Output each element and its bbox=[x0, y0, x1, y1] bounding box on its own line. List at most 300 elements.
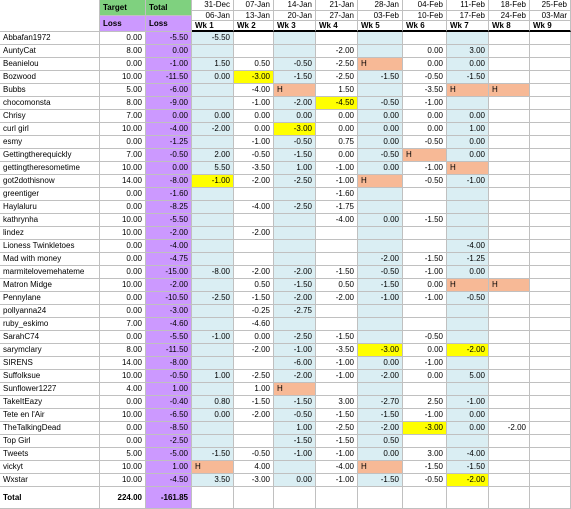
week-value-cell[interactable]: 0.00 bbox=[447, 110, 489, 123]
week-value-cell[interactable] bbox=[274, 253, 316, 266]
week-value-cell[interactable]: 0.00 bbox=[403, 45, 447, 58]
header-target-loss[interactable]: Loss bbox=[100, 16, 146, 32]
row-name[interactable]: AuntyCat bbox=[0, 45, 100, 58]
total-week-cell[interactable] bbox=[489, 487, 530, 509]
week-value-cell[interactable] bbox=[530, 383, 571, 396]
week-value-cell[interactable]: -2.00 bbox=[358, 253, 403, 266]
week-value-cell[interactable]: -1.00 bbox=[234, 136, 274, 149]
week-value-cell[interactable]: -2.00 bbox=[489, 422, 530, 435]
week-value-cell[interactable] bbox=[530, 32, 571, 45]
week-value-cell[interactable] bbox=[489, 162, 530, 175]
week-start-date[interactable]: 07-Jan bbox=[234, 0, 274, 11]
week-value-cell[interactable] bbox=[489, 214, 530, 227]
week-value-cell[interactable]: -1.75 bbox=[316, 201, 358, 214]
week-value-cell[interactable]: -0.25 bbox=[234, 305, 274, 318]
row-total-loss[interactable]: -4.50 bbox=[146, 474, 192, 487]
week-value-cell[interactable] bbox=[274, 32, 316, 45]
week-value-cell[interactable] bbox=[530, 448, 571, 461]
week-value-cell[interactable]: 1.00 bbox=[447, 123, 489, 136]
week-value-cell[interactable] bbox=[192, 136, 234, 149]
week-value-cell[interactable] bbox=[274, 318, 316, 331]
week-value-cell[interactable]: -1.00 bbox=[447, 175, 489, 188]
row-total-loss[interactable]: -8.00 bbox=[146, 175, 192, 188]
week-value-cell[interactable]: 0.00 bbox=[358, 357, 403, 370]
week-value-cell[interactable] bbox=[530, 240, 571, 253]
week-value-cell[interactable]: -0.50 bbox=[274, 136, 316, 149]
week-value-cell[interactable]: -0.50 bbox=[403, 474, 447, 487]
week-value-cell[interactable] bbox=[489, 123, 530, 136]
week-value-cell[interactable]: -3.00 bbox=[234, 474, 274, 487]
row-total-loss[interactable]: 0.00 bbox=[146, 45, 192, 58]
week-value-cell[interactable] bbox=[530, 123, 571, 136]
row-target[interactable]: 8.00 bbox=[100, 97, 146, 110]
row-target[interactable]: 0.00 bbox=[100, 136, 146, 149]
week-end-date[interactable]: 03-Feb bbox=[358, 11, 403, 21]
week-value-cell[interactable] bbox=[530, 318, 571, 331]
week-value-cell[interactable]: 3.50 bbox=[192, 474, 234, 487]
week-end-date[interactable]: 06-Jan bbox=[192, 11, 234, 21]
row-total-loss[interactable]: -3.00 bbox=[146, 305, 192, 318]
week-value-cell[interactable]: -2.00 bbox=[274, 97, 316, 110]
week-value-cell[interactable] bbox=[192, 305, 234, 318]
week-value-cell[interactable] bbox=[489, 435, 530, 448]
week-start-date[interactable]: 14-Jan bbox=[274, 0, 316, 11]
week-value-cell[interactable] bbox=[489, 370, 530, 383]
week-value-cell[interactable]: -2.75 bbox=[274, 305, 316, 318]
week-value-cell[interactable] bbox=[234, 422, 274, 435]
week-value-cell[interactable] bbox=[530, 110, 571, 123]
week-value-cell[interactable] bbox=[447, 227, 489, 240]
row-total-loss[interactable]: -6.00 bbox=[146, 84, 192, 97]
holiday-cell[interactable]: H bbox=[192, 461, 234, 474]
week-value-cell[interactable] bbox=[530, 188, 571, 201]
row-name[interactable]: Tweets bbox=[0, 448, 100, 461]
week-value-cell[interactable] bbox=[403, 32, 447, 45]
row-total-loss[interactable]: 0.00 bbox=[146, 110, 192, 123]
week-value-cell[interactable] bbox=[530, 45, 571, 58]
week-value-cell[interactable]: 0.00 bbox=[403, 123, 447, 136]
week-value-cell[interactable] bbox=[489, 448, 530, 461]
week-value-cell[interactable] bbox=[489, 305, 530, 318]
week-value-cell[interactable]: 0.00 bbox=[403, 58, 447, 71]
week-value-cell[interactable]: -0.50 bbox=[447, 292, 489, 305]
week-value-cell[interactable]: -4.60 bbox=[234, 318, 274, 331]
week-value-cell[interactable] bbox=[274, 240, 316, 253]
week-value-cell[interactable]: -2.50 bbox=[316, 71, 358, 84]
row-name[interactable]: Bubbs bbox=[0, 84, 100, 97]
week-start-date[interactable]: 04-Feb bbox=[403, 0, 447, 11]
row-name[interactable]: curl girl bbox=[0, 123, 100, 136]
row-total-loss[interactable]: -11.50 bbox=[146, 344, 192, 357]
week-value-cell[interactable]: -1.50 bbox=[447, 461, 489, 474]
week-value-cell[interactable]: -0.50 bbox=[234, 149, 274, 162]
week-value-cell[interactable] bbox=[316, 253, 358, 266]
week-end-date[interactable]: 10-Feb bbox=[403, 11, 447, 21]
row-name[interactable]: Gettingtherequickly bbox=[0, 149, 100, 162]
week-value-cell[interactable]: -1.00 bbox=[403, 97, 447, 110]
week-value-cell[interactable] bbox=[447, 357, 489, 370]
week-value-cell[interactable]: 0.00 bbox=[403, 279, 447, 292]
total-target[interactable]: 224.00 bbox=[100, 487, 146, 509]
week-value-cell[interactable] bbox=[192, 45, 234, 58]
row-name[interactable]: Lioness Twinkletoes bbox=[0, 240, 100, 253]
week-value-cell[interactable]: -1.60 bbox=[316, 188, 358, 201]
row-name[interactable]: lindez bbox=[0, 227, 100, 240]
week-value-cell[interactable]: 5.50 bbox=[192, 162, 234, 175]
week-value-cell[interactable]: -1.50 bbox=[403, 214, 447, 227]
week-value-cell[interactable] bbox=[447, 383, 489, 396]
week-value-cell[interactable] bbox=[489, 344, 530, 357]
row-total-loss[interactable]: -0.50 bbox=[146, 370, 192, 383]
week-value-cell[interactable] bbox=[358, 331, 403, 344]
week-value-cell[interactable] bbox=[489, 97, 530, 110]
week-value-cell[interactable] bbox=[489, 32, 530, 45]
week-value-cell[interactable]: -2.50 bbox=[316, 58, 358, 71]
week-value-cell[interactable]: -3.50 bbox=[234, 162, 274, 175]
holiday-cell[interactable]: H bbox=[358, 58, 403, 71]
row-name[interactable]: Tete en l'Air bbox=[0, 409, 100, 422]
week-value-cell[interactable]: -3.50 bbox=[403, 84, 447, 97]
row-name[interactable]: chocomonsta bbox=[0, 97, 100, 110]
week-value-cell[interactable]: -2.00 bbox=[358, 370, 403, 383]
week-value-cell[interactable]: 1.50 bbox=[192, 58, 234, 71]
week-value-cell[interactable]: -2.50 bbox=[274, 331, 316, 344]
week-value-cell[interactable] bbox=[358, 32, 403, 45]
week-value-cell[interactable] bbox=[489, 383, 530, 396]
week-start-date[interactable]: 18-Feb bbox=[489, 0, 530, 11]
row-target[interactable]: 0.00 bbox=[100, 292, 146, 305]
week-value-cell[interactable] bbox=[489, 240, 530, 253]
row-total-loss[interactable]: 1.00 bbox=[146, 461, 192, 474]
week-value-cell[interactable] bbox=[192, 422, 234, 435]
week-header[interactable]: Wk 5 bbox=[358, 21, 403, 32]
week-value-cell[interactable]: -1.00 bbox=[316, 474, 358, 487]
week-value-cell[interactable] bbox=[530, 305, 571, 318]
week-value-cell[interactable]: 3.00 bbox=[447, 45, 489, 58]
week-value-cell[interactable]: 0.00 bbox=[358, 214, 403, 227]
week-value-cell[interactable]: 3.00 bbox=[403, 448, 447, 461]
week-value-cell[interactable]: -1.00 bbox=[316, 370, 358, 383]
row-total-loss[interactable]: -1.25 bbox=[146, 136, 192, 149]
total-loss[interactable]: -161.85 bbox=[146, 487, 192, 509]
row-total-loss[interactable]: -5.50 bbox=[146, 214, 192, 227]
row-total-loss[interactable]: -5.50 bbox=[146, 32, 192, 45]
week-value-cell[interactable] bbox=[234, 253, 274, 266]
total-week-cell[interactable] bbox=[447, 487, 489, 509]
week-value-cell[interactable]: -1.25 bbox=[447, 253, 489, 266]
week-value-cell[interactable] bbox=[530, 84, 571, 97]
week-value-cell[interactable] bbox=[274, 188, 316, 201]
week-value-cell[interactable] bbox=[358, 84, 403, 97]
week-value-cell[interactable]: -1.50 bbox=[274, 435, 316, 448]
week-value-cell[interactable] bbox=[358, 45, 403, 58]
week-value-cell[interactable]: -2.00 bbox=[234, 266, 274, 279]
week-value-cell[interactable]: -0.50 bbox=[403, 175, 447, 188]
week-start-date[interactable]: 25-Feb bbox=[530, 0, 571, 11]
row-total-loss[interactable]: -4.00 bbox=[146, 123, 192, 136]
week-value-cell[interactable]: -4.00 bbox=[234, 84, 274, 97]
week-value-cell[interactable]: -1.00 bbox=[192, 331, 234, 344]
week-value-cell[interactable] bbox=[358, 201, 403, 214]
week-value-cell[interactable]: 0.50 bbox=[316, 279, 358, 292]
week-value-cell[interactable] bbox=[234, 45, 274, 58]
row-name[interactable]: sarymclary bbox=[0, 344, 100, 357]
week-value-cell[interactable]: -2.00 bbox=[274, 370, 316, 383]
row-name[interactable]: SarahC74 bbox=[0, 331, 100, 344]
row-name[interactable]: Top Girl bbox=[0, 435, 100, 448]
week-value-cell[interactable] bbox=[447, 318, 489, 331]
row-name[interactable]: TakeItEazy bbox=[0, 396, 100, 409]
week-value-cell[interactable] bbox=[530, 409, 571, 422]
week-value-cell[interactable] bbox=[234, 188, 274, 201]
week-value-cell[interactable] bbox=[192, 435, 234, 448]
week-value-cell[interactable] bbox=[192, 201, 234, 214]
week-header[interactable]: Wk 6 bbox=[403, 21, 447, 32]
row-target[interactable]: 10.00 bbox=[100, 214, 146, 227]
week-value-cell[interactable]: 0.75 bbox=[316, 136, 358, 149]
week-value-cell[interactable] bbox=[316, 240, 358, 253]
row-total-loss[interactable]: 1.00 bbox=[146, 383, 192, 396]
week-value-cell[interactable] bbox=[530, 149, 571, 162]
row-name[interactable]: Matron Midge bbox=[0, 279, 100, 292]
row-target[interactable]: 10.00 bbox=[100, 474, 146, 487]
row-total-loss[interactable]: -2.50 bbox=[146, 435, 192, 448]
row-target[interactable]: 0.00 bbox=[100, 253, 146, 266]
week-value-cell[interactable] bbox=[192, 357, 234, 370]
week-start-date[interactable]: 21-Jan bbox=[316, 0, 358, 11]
row-name[interactable]: esmy bbox=[0, 136, 100, 149]
week-value-cell[interactable]: -2.00 bbox=[192, 123, 234, 136]
holiday-cell[interactable]: H bbox=[274, 383, 316, 396]
row-total-loss[interactable]: -1.00 bbox=[146, 58, 192, 71]
week-value-cell[interactable] bbox=[489, 474, 530, 487]
row-target[interactable]: 14.00 bbox=[100, 357, 146, 370]
week-value-cell[interactable]: -3.00 bbox=[358, 344, 403, 357]
week-value-cell[interactable] bbox=[447, 201, 489, 214]
row-name[interactable]: SIRENS bbox=[0, 357, 100, 370]
week-header[interactable]: Wk 2 bbox=[234, 21, 274, 32]
row-target[interactable]: 10.00 bbox=[100, 409, 146, 422]
week-value-cell[interactable]: 2.50 bbox=[403, 396, 447, 409]
week-value-cell[interactable] bbox=[274, 461, 316, 474]
week-value-cell[interactable]: 0.00 bbox=[447, 58, 489, 71]
week-header[interactable]: Wk 8 bbox=[489, 21, 530, 32]
week-value-cell[interactable] bbox=[489, 461, 530, 474]
week-value-cell[interactable]: 1.00 bbox=[192, 370, 234, 383]
week-value-cell[interactable]: 0.00 bbox=[316, 123, 358, 136]
week-value-cell[interactable] bbox=[403, 318, 447, 331]
row-target[interactable]: 0.00 bbox=[100, 32, 146, 45]
week-value-cell[interactable]: 0.00 bbox=[234, 110, 274, 123]
week-value-cell[interactable] bbox=[447, 305, 489, 318]
total-week-cell[interactable] bbox=[316, 487, 358, 509]
week-value-cell[interactable] bbox=[530, 58, 571, 71]
row-target[interactable]: 7.00 bbox=[100, 149, 146, 162]
week-value-cell[interactable] bbox=[447, 188, 489, 201]
holiday-cell[interactable]: H bbox=[447, 84, 489, 97]
week-value-cell[interactable] bbox=[489, 357, 530, 370]
week-value-cell[interactable]: -1.00 bbox=[316, 175, 358, 188]
week-value-cell[interactable] bbox=[489, 175, 530, 188]
row-target[interactable]: 10.00 bbox=[100, 162, 146, 175]
week-value-cell[interactable] bbox=[530, 97, 571, 110]
week-value-cell[interactable]: -1.50 bbox=[192, 448, 234, 461]
week-value-cell[interactable]: -5.50 bbox=[192, 32, 234, 45]
week-value-cell[interactable]: 0.00 bbox=[358, 448, 403, 461]
row-name[interactable]: Sunflower1227 bbox=[0, 383, 100, 396]
week-value-cell[interactable]: 0.00 bbox=[447, 409, 489, 422]
week-value-cell[interactable] bbox=[192, 227, 234, 240]
header-target[interactable]: Target bbox=[100, 0, 146, 16]
row-target[interactable]: 10.00 bbox=[100, 227, 146, 240]
row-name[interactable]: Suffolksue bbox=[0, 370, 100, 383]
week-value-cell[interactable] bbox=[530, 71, 571, 84]
row-total-loss[interactable]: -6.50 bbox=[146, 409, 192, 422]
week-value-cell[interactable]: -1.50 bbox=[316, 266, 358, 279]
week-header[interactable]: Wk 1 bbox=[192, 21, 234, 32]
row-total-loss[interactable]: -1.60 bbox=[146, 188, 192, 201]
total-week-cell[interactable] bbox=[192, 487, 234, 509]
row-target[interactable]: 5.00 bbox=[100, 448, 146, 461]
week-value-cell[interactable] bbox=[403, 240, 447, 253]
week-value-cell[interactable] bbox=[489, 331, 530, 344]
week-value-cell[interactable] bbox=[192, 84, 234, 97]
week-value-cell[interactable] bbox=[358, 227, 403, 240]
week-value-cell[interactable] bbox=[530, 344, 571, 357]
row-total-loss[interactable]: 0.00 bbox=[146, 162, 192, 175]
row-target[interactable]: 0.00 bbox=[100, 240, 146, 253]
row-target[interactable]: 7.00 bbox=[100, 110, 146, 123]
week-value-cell[interactable]: -1.50 bbox=[274, 396, 316, 409]
week-value-cell[interactable]: 0.00 bbox=[192, 71, 234, 84]
week-value-cell[interactable]: -1.50 bbox=[316, 331, 358, 344]
week-value-cell[interactable] bbox=[403, 435, 447, 448]
week-end-date[interactable]: 27-Jan bbox=[316, 11, 358, 21]
week-value-cell[interactable] bbox=[358, 383, 403, 396]
week-value-cell[interactable] bbox=[489, 71, 530, 84]
row-target[interactable]: 14.00 bbox=[100, 175, 146, 188]
week-value-cell[interactable]: 0.00 bbox=[447, 149, 489, 162]
week-value-cell[interactable]: -2.00 bbox=[358, 422, 403, 435]
row-total-loss[interactable]: -8.00 bbox=[146, 357, 192, 370]
total-week-cell[interactable] bbox=[274, 487, 316, 509]
week-value-cell[interactable]: 0.00 bbox=[192, 110, 234, 123]
week-value-cell[interactable]: -1.50 bbox=[358, 474, 403, 487]
week-value-cell[interactable]: -1.00 bbox=[358, 292, 403, 305]
week-value-cell[interactable] bbox=[234, 214, 274, 227]
row-total-loss[interactable]: -4.75 bbox=[146, 253, 192, 266]
row-name[interactable]: kathrynha bbox=[0, 214, 100, 227]
week-start-date[interactable]: 28-Jan bbox=[358, 0, 403, 11]
week-value-cell[interactable]: -4.00 bbox=[447, 240, 489, 253]
week-value-cell[interactable]: -0.50 bbox=[274, 58, 316, 71]
row-target[interactable]: 10.00 bbox=[100, 71, 146, 84]
week-value-cell[interactable]: -0.50 bbox=[358, 149, 403, 162]
week-value-cell[interactable]: 0.50 bbox=[358, 435, 403, 448]
week-value-cell[interactable]: -2.00 bbox=[447, 344, 489, 357]
total-week-cell[interactable] bbox=[234, 487, 274, 509]
week-value-cell[interactable]: -1.00 bbox=[447, 396, 489, 409]
week-value-cell[interactable]: -1.50 bbox=[358, 409, 403, 422]
week-value-cell[interactable] bbox=[403, 188, 447, 201]
week-value-cell[interactable]: -1.00 bbox=[403, 409, 447, 422]
row-name[interactable]: Haylaluru bbox=[0, 201, 100, 214]
week-value-cell[interactable]: -1.00 bbox=[403, 357, 447, 370]
week-header[interactable]: Wk 4 bbox=[316, 21, 358, 32]
week-value-cell[interactable]: 0.00 bbox=[316, 149, 358, 162]
week-value-cell[interactable]: 0.00 bbox=[403, 110, 447, 123]
week-end-date[interactable]: 20-Jan bbox=[274, 11, 316, 21]
week-value-cell[interactable]: -1.00 bbox=[316, 357, 358, 370]
week-value-cell[interactable] bbox=[530, 331, 571, 344]
week-value-cell[interactable]: 1.00 bbox=[274, 162, 316, 175]
week-value-cell[interactable] bbox=[489, 266, 530, 279]
week-value-cell[interactable]: -2.70 bbox=[358, 396, 403, 409]
week-value-cell[interactable] bbox=[192, 318, 234, 331]
week-start-date[interactable]: 31-Dec bbox=[192, 0, 234, 11]
week-value-cell[interactable] bbox=[316, 305, 358, 318]
row-target[interactable]: 10.00 bbox=[100, 370, 146, 383]
row-name[interactable]: Bozwood bbox=[0, 71, 100, 84]
week-value-cell[interactable]: -4.50 bbox=[316, 97, 358, 110]
week-value-cell[interactable] bbox=[274, 45, 316, 58]
week-value-cell[interactable] bbox=[489, 136, 530, 149]
row-name[interactable]: Abbafan1972 bbox=[0, 32, 100, 45]
week-value-cell[interactable]: -4.00 bbox=[316, 214, 358, 227]
week-value-cell[interactable] bbox=[316, 32, 358, 45]
week-value-cell[interactable]: 0.00 bbox=[192, 409, 234, 422]
week-value-cell[interactable]: -3.00 bbox=[274, 123, 316, 136]
week-value-cell[interactable]: -2.50 bbox=[274, 201, 316, 214]
week-value-cell[interactable]: -1.50 bbox=[234, 292, 274, 305]
week-value-cell[interactable] bbox=[489, 149, 530, 162]
row-name[interactable]: TheTalkingDead bbox=[0, 422, 100, 435]
week-value-cell[interactable]: -8.00 bbox=[192, 266, 234, 279]
week-value-cell[interactable]: -1.00 bbox=[316, 162, 358, 175]
row-total-loss[interactable]: -9.00 bbox=[146, 97, 192, 110]
week-value-cell[interactable]: 3.00 bbox=[316, 396, 358, 409]
week-value-cell[interactable]: -1.00 bbox=[274, 448, 316, 461]
holiday-cell[interactable]: H bbox=[447, 279, 489, 292]
week-value-cell[interactable]: 1.00 bbox=[234, 383, 274, 396]
row-name[interactable]: pollyanna24 bbox=[0, 305, 100, 318]
row-target[interactable]: 10.00 bbox=[100, 279, 146, 292]
row-total-loss[interactable]: -8.25 bbox=[146, 201, 192, 214]
row-target[interactable]: 10.00 bbox=[100, 461, 146, 474]
week-value-cell[interactable]: 0.00 bbox=[403, 344, 447, 357]
week-value-cell[interactable]: -0.50 bbox=[358, 97, 403, 110]
row-target[interactable]: 0.00 bbox=[100, 58, 146, 71]
header-total[interactable]: Total bbox=[146, 0, 192, 16]
week-value-cell[interactable] bbox=[530, 357, 571, 370]
week-value-cell[interactable] bbox=[358, 188, 403, 201]
week-value-cell[interactable]: -3.50 bbox=[316, 344, 358, 357]
row-target[interactable]: 0.00 bbox=[100, 396, 146, 409]
week-value-cell[interactable]: 5.00 bbox=[447, 370, 489, 383]
week-value-cell[interactable]: 1.50 bbox=[316, 84, 358, 97]
row-total-loss[interactable]: -0.40 bbox=[146, 396, 192, 409]
week-value-cell[interactable]: -0.50 bbox=[403, 71, 447, 84]
row-target[interactable]: 8.00 bbox=[100, 45, 146, 58]
week-value-cell[interactable] bbox=[192, 344, 234, 357]
row-target[interactable]: 0.00 bbox=[100, 435, 146, 448]
week-value-cell[interactable]: -2.00 bbox=[274, 292, 316, 305]
row-name[interactable]: Beanielou bbox=[0, 58, 100, 71]
week-value-cell[interactable]: -1.50 bbox=[403, 253, 447, 266]
week-value-cell[interactable] bbox=[530, 201, 571, 214]
week-value-cell[interactable]: 0.00 bbox=[358, 110, 403, 123]
week-value-cell[interactable] bbox=[530, 214, 571, 227]
